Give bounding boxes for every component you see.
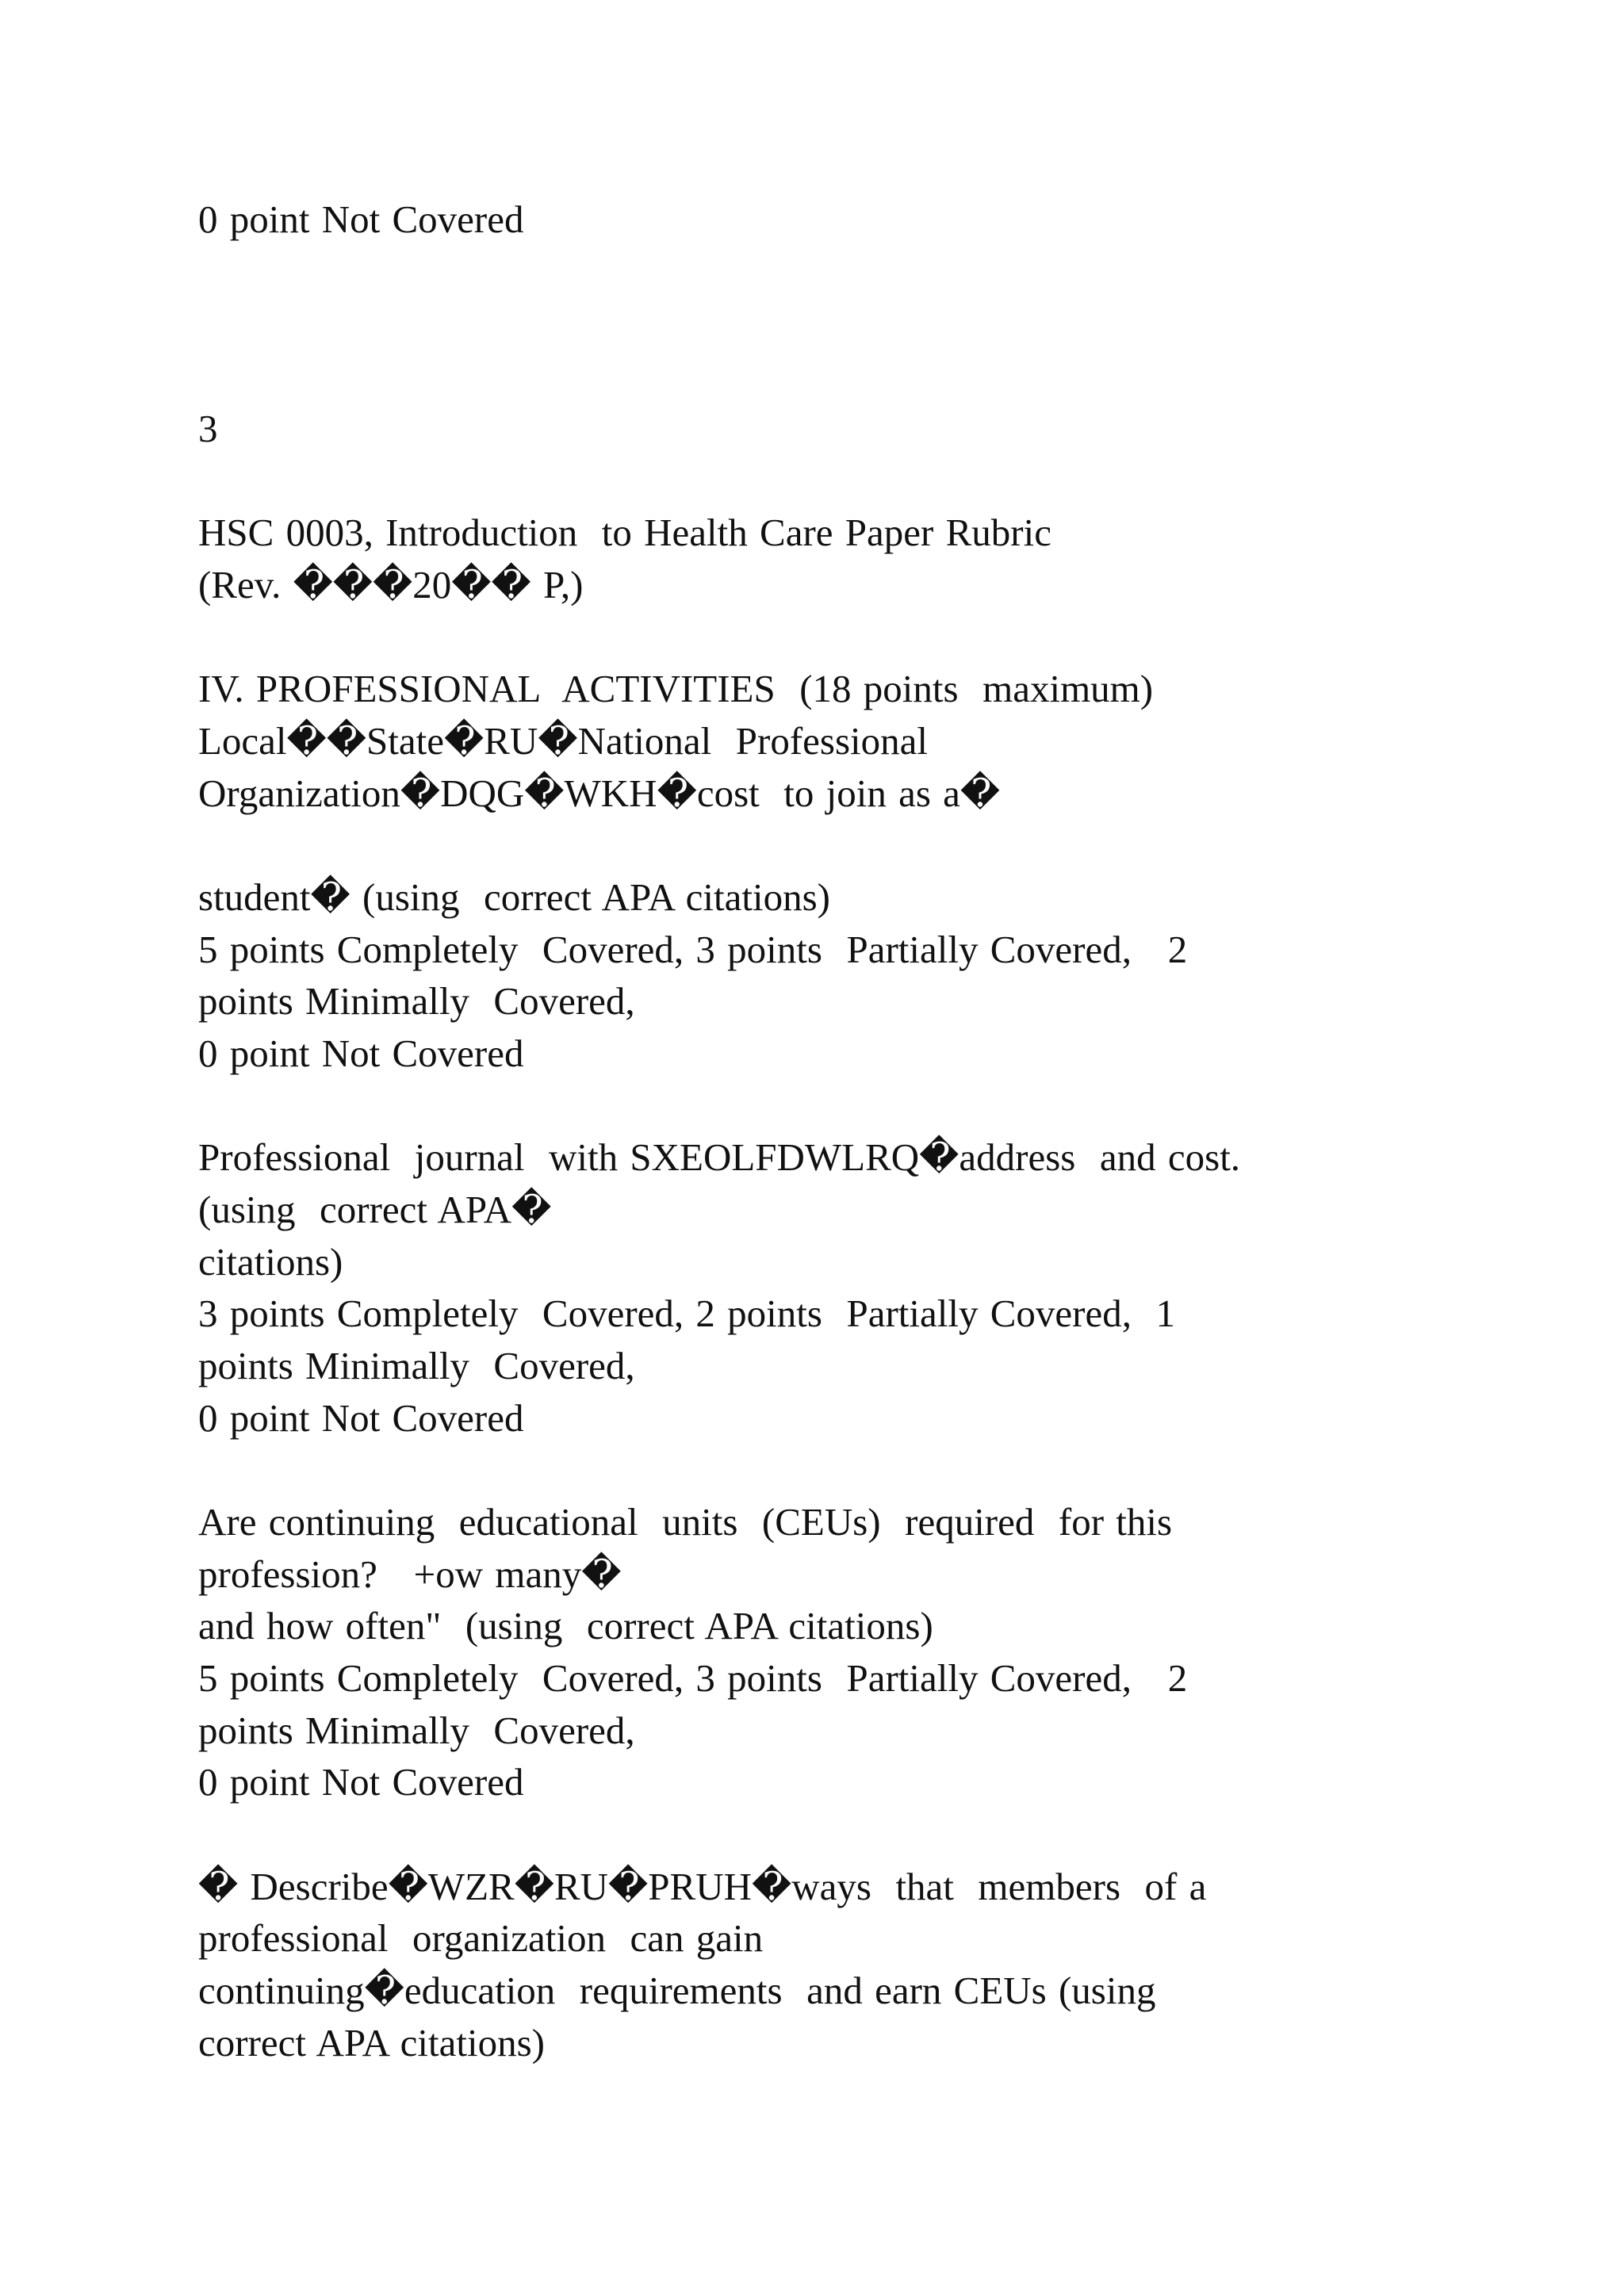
criterion-journal-line: citations) xyxy=(198,1240,343,1284)
criterion-ceu-line: and how often" (using correct APA citations) xyxy=(198,1604,933,1647)
criterion-ceu-line: profession? +ow many� xyxy=(198,1552,622,1596)
rubric-revision: (Rev. ���20�� P,) xyxy=(198,563,584,607)
criterion-organization-score: points Minimally Covered, xyxy=(198,979,635,1023)
criterion-organization-line: student� (using correct APA citations) xyxy=(198,875,830,919)
criterion-organization-line: Organization�DQG�WKH�cost to join as a� xyxy=(198,771,1001,815)
criterion-organization-score: 5 points Completely Covered, 3 points Partially Covered, 2 xyxy=(198,928,1188,971)
criterion-ceu-line: Are continuing educational units (CEUs) required for this xyxy=(198,1500,1173,1544)
criterion-ceu-score: 0 point Not Covered xyxy=(198,1760,524,1804)
criterion-ceu-score: 5 points Completely Covered, 3 points Partially Covered, 2 xyxy=(198,1656,1188,1700)
criterion-continuing-education-line: correct APA citations) xyxy=(198,2021,545,2064)
criterion-journal-line: (using correct APA� xyxy=(198,1188,552,1231)
criterion-journal-score: points Minimally Covered, xyxy=(198,1344,635,1387)
criterion-continuing-education-line: continuing�education requirements and earn CEUs (using xyxy=(198,1969,1156,2012)
rubric-title: HSC 0003, Introduction to Health Care Paper Rubric xyxy=(198,511,1051,554)
criterion-ceu-score: points Minimally Covered, xyxy=(198,1709,635,1752)
criterion-organization-score: 0 point Not Covered xyxy=(198,1031,524,1075)
criterion-continuing-education-line: � Describe�WZR�RU�PRUH�ways that members of a xyxy=(198,1865,1207,1908)
criterion-journal-line: Professional journal with SXEOLFDWLRQ�address and cost. xyxy=(198,1135,1241,1179)
criterion-continuing-education-line: professional organization can gain xyxy=(198,1916,764,1960)
criterion-organization-line: Local��State�RU�National Professional xyxy=(198,719,929,763)
page-number: 3 xyxy=(198,407,218,450)
criterion-journal-score: 3 points Completely Covered, 2 points Partially Covered, 1 xyxy=(198,1292,1175,1335)
criterion-journal-score: 0 point Not Covered xyxy=(198,1396,524,1440)
previous-criterion-score: 0 point Not Covered xyxy=(198,197,524,241)
section-heading: IV. PROFESSIONAL ACTIVITIES (18 points maximum) xyxy=(198,667,1154,710)
